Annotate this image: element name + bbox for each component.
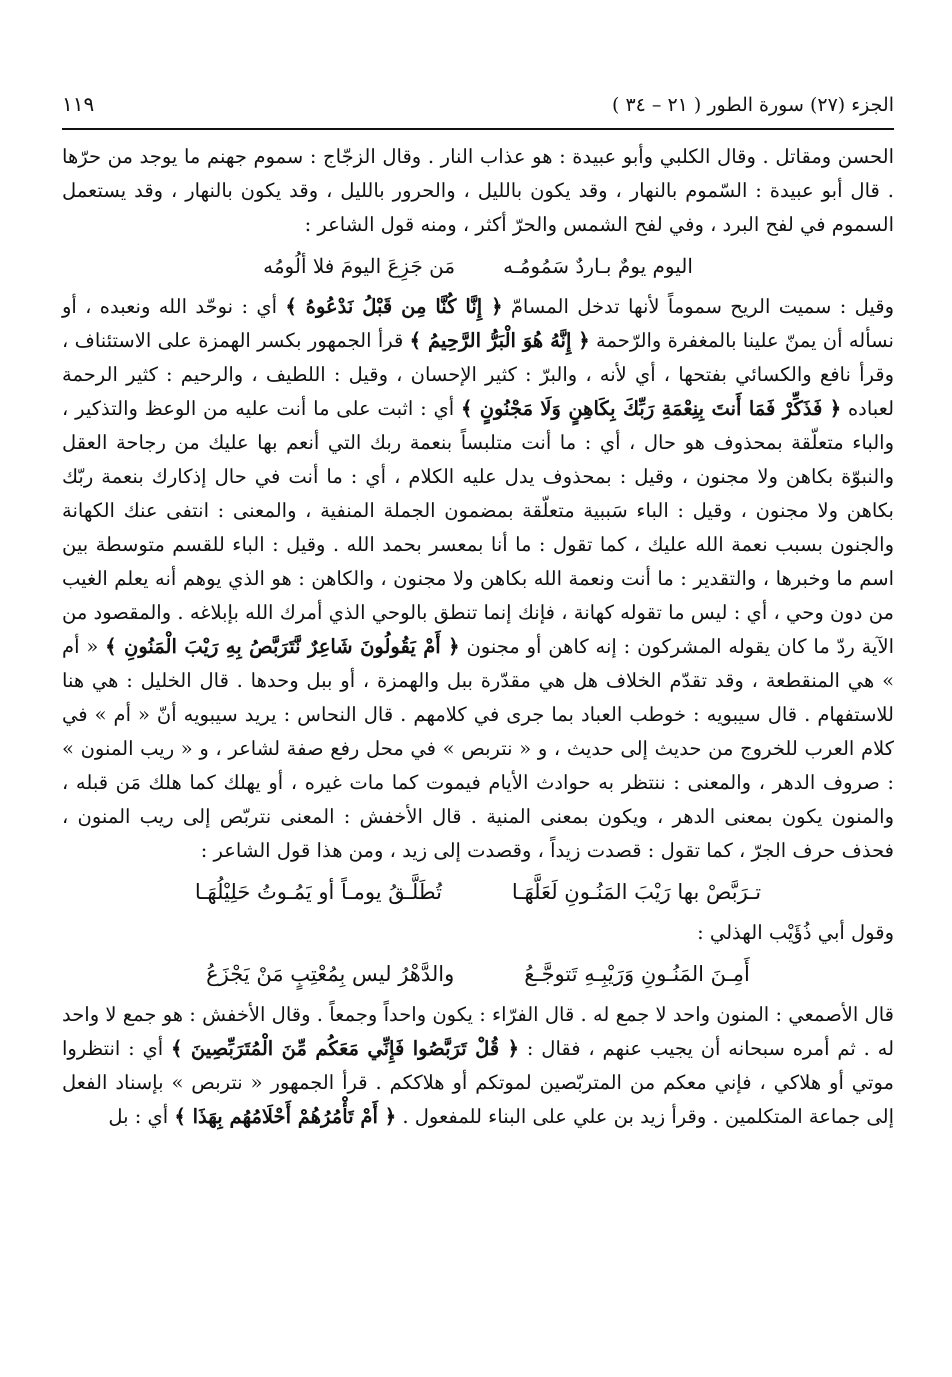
quran-verse: ﴿ فَذَكِّرْ فَمَا أَنتَ بِنِعْمَةِ رَبِّكَ بِكَاهِنٍ وَلَا مَجْنُونٍ ﴾ bbox=[460, 397, 842, 420]
quran-verse: ﴿ إِنَّهُ هُوَ الْبَرُّ الرَّحِيمُ ﴾ bbox=[409, 329, 590, 352]
p2-text-4: أي : اثبت على ما أنت عليه من الوعظ والتذكير ، والباء متعلّقة بمحذوف هو حال ، أي : ما أنت متلبساً بنعمة ربك التي أنعم بها عليك من رجاحة العقل والنبوّة بكاهن ولا مجنون ، وقيل : بمحذوف يدل عليه الكلام ، أي : ما أنت في حال إذكارك بنعمة ربّك بكاهن ولا مجنون ، وقيل : الباء سَببية متعلّقة بمضمون الجملة المنفية ، والمعنى : انتفى عنك الكهانة والجنون بسبب نعمة الله عليك ، كما تقول : ما أنا بمعسر بحمد الله . وقيل : الباء للقسم متوسطة بين اسم ما وخبرها ، والتقدير : ما أنت ونعمة الله بكاهن ولا مجنون ، والكاهن : هو الذي يوهم أنه يعلم الغيب من دون وحي ، أي : ليس ما تقوله كهانة ، فإنك إنما تنطق بالوحي الذي أمرك الله بإبلاغه . والمقصود من الآية ردّ ما كان يقوله المشركون : إنه كاهن أو مجنون bbox=[62, 397, 895, 658]
running-header bbox=[62, 92, 894, 126]
paragraph-3 bbox=[62, 998, 894, 1134]
p3-text-1: قال الأصمعي : المنون واحد لا جمع له . قال الفرّاء : يكون واحداً وجمعاً . وقال الأخفش : هو جمع لا واحد له . ثم أمره سبحانه أن يجيب عنهم ، فقال : bbox=[62, 1003, 895, 1060]
verse-2-hemistich-1: تـرَبَّصْ بها رَيْبَ المَنُـونِ لَعَلَّهَـا bbox=[511, 880, 762, 904]
p2-text-1: وقيل : سميت الريح سموماً لأنها تدخل المسامّ bbox=[510, 295, 895, 318]
p3-text-3: أي : بل bbox=[108, 1105, 169, 1128]
verse-1-hemistich-2: مَن جَزِعَ اليومَ فلا ألُومُه bbox=[263, 254, 456, 278]
p3-text-2: أي : انتظروا موتي أو هلاكي ، فإني معكم من المتربّصين لموتكم أو هلاككم . قرأ الجمهور « نتربص » بإسناد الفعل إلى جماعة المتكلمين . وقرأ زيد بن علي على البناء للمفعول . bbox=[62, 1037, 894, 1128]
quran-verse: ﴿ قُلْ تَرَبَّصُوا فَإِنِّي مَعَكُم مِّنَ الْمُتَرَبِّصِينَ ﴾ bbox=[171, 1037, 520, 1060]
poem-verse-3 bbox=[62, 954, 894, 994]
body-text bbox=[62, 140, 894, 1134]
quran-verse: ﴿ إِنَّا كُنَّا مِن قَبْلُ نَدْعُوهُ ﴾ bbox=[285, 295, 503, 318]
page bbox=[62, 92, 894, 1134]
verse-3-hemistich-1: أَمِـنَ المَنُـونِ وَرَيْبِـهِ تَتوجَّـعُ bbox=[524, 962, 750, 986]
verse-2-hemistich-2: تُطَلَّـقُ يومـاً أو يَمُـوتُ حَلِيْلُهَـا bbox=[194, 880, 442, 904]
paragraph-2 bbox=[62, 290, 894, 868]
poem-verse-1 bbox=[62, 246, 894, 286]
verse-3-hemistich-2: والدَّهْرُ ليس بِمُعْتِبٍ مَنْ يَجْزَعُ bbox=[206, 962, 455, 986]
p2-text-2: أي : نوحّد الله ونعبده ، أو نسأله أن يمنّ علينا بالمغفرة والرّحمة bbox=[62, 295, 894, 352]
poet-intro: وقول أبي ذُؤَيْب الهذلي : bbox=[697, 921, 894, 944]
poem-verse-2 bbox=[62, 872, 894, 912]
verse-1-hemistich-1: اليوم يومٌ بـاردٌ سَمُومُـه bbox=[503, 254, 693, 278]
quran-verse: ﴿ أَمْ يَقُولُونَ شَاعِرٌ نَّتَرَبَّصُ بِهِ رَيْبَ الْمَنُونِ ﴾ bbox=[105, 635, 460, 658]
page-number: ١١٩ bbox=[62, 92, 95, 116]
header-title: الجزء (٢٧) سورة الطور ( ٢١ – ٣٤ ) bbox=[611, 94, 894, 116]
p2-text-3: قرأ الجمهور بكسر الهمزة على الاستئناف ، وقرأ نافع والكسائي بفتحها ، أي لأنه ، والبرّ : كثير الإحسان ، وقيل : اللطيف ، والرحيم : كثير الرحمة لعباده bbox=[62, 329, 895, 420]
paragraph-1: الحسن ومقاتل . وقال الكلبي وأبو عبيدة : هو عذاب النار . وقال الزجّاج : سموم جهنم ما يوجد من حرّها . قال أبو عبيدة : السّموم بالنهار ، وقد يكون بالليل ، والحرور بالليل ، وقد يكون بالنهار ، وقد يستعمل السموم في لفح البرد ، وفي لفح الشمس والحرّ أكثر ، ومنه قول الشاعر : bbox=[62, 145, 894, 236]
header-rule bbox=[62, 128, 894, 130]
quran-verse: ﴿ أَمْ تَأْمُرُهُمْ أَحْلَامُهُم بِهَذَا ﴾ bbox=[174, 1105, 397, 1128]
p2-text-5: « أم » هي المنقطعة ، وقد تقدّم الخلاف هل هي مقدّرة ببل والهمزة ، أو ببل وحدها . قال الخليل : هي هنا للاستفهام . قال سيبويه : خوطب العباد بما جرى في كلامهم . قال النحاس : يريد سيبويه أنّ « أم » في كلام العرب للخروج من حديث إلى حديث ، و « نتربص » في محل رفع صفة لشاعر ، و « ريب المنون » : صروف الدهر ، والمعنى : ننتظر به حوادث الأيام فيموت كما مات غيره ، أو يهلك كما هلك مَن قبله ، والمنون يكون بمعنى الدهر ، ويكون بمعنى المنية . قال الأخفش : المعنى نتربّص إلى ريب المنون ، فحذف حرف الجرّ ، كما تقول : قصدت زيداً ، وقصدت إلى زيد ، ومن هذا قول الشاعر : bbox=[62, 635, 894, 862]
